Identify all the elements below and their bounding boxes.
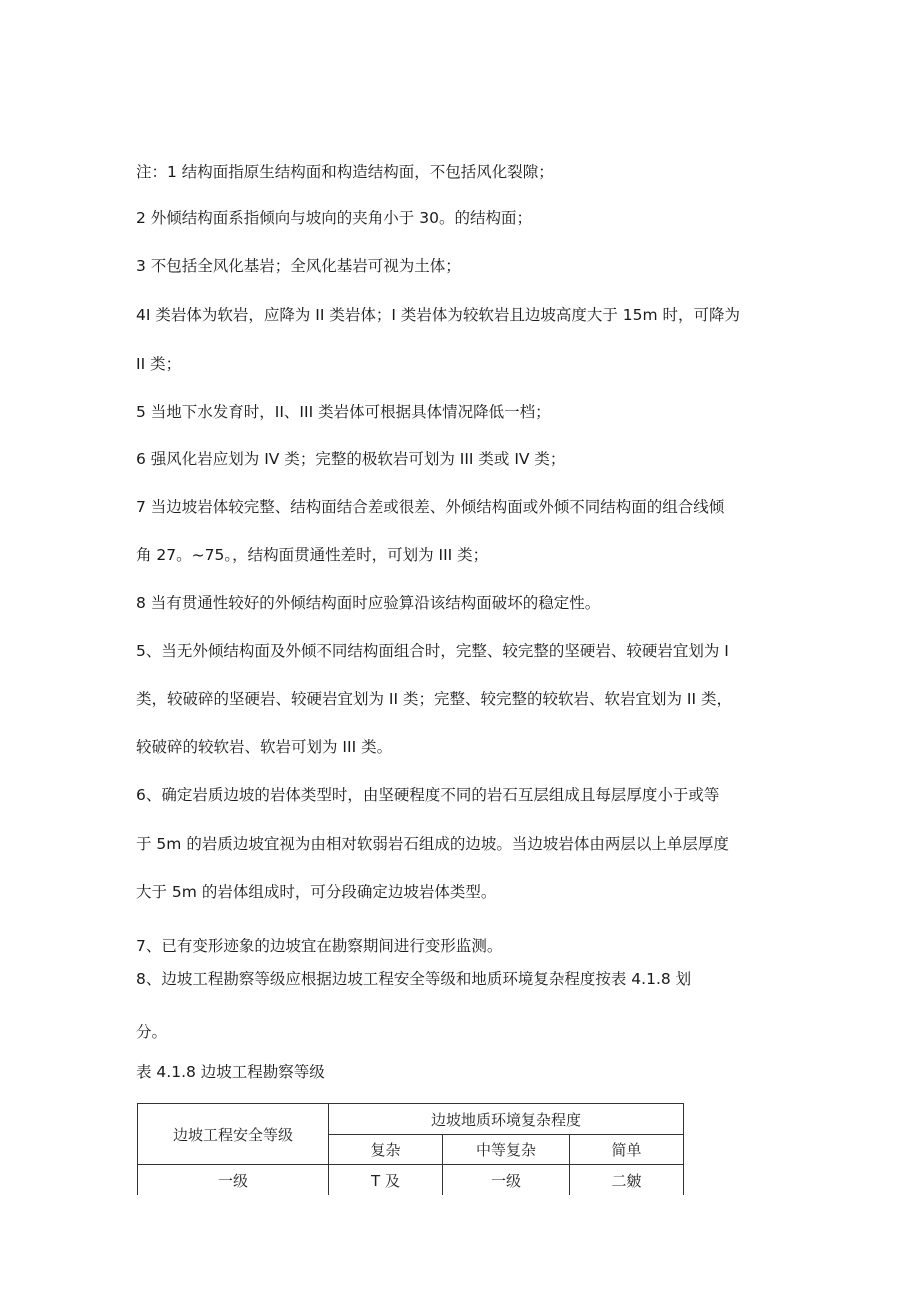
clause-8-line-1: 8、边坡工程勘察等级应根据边坡工程安全等级和地质环境复杂程度按表 4.1.8 划 bbox=[136, 969, 692, 988]
note-line-4-cont: II 类； bbox=[136, 354, 182, 373]
note-line-3: 3 不包括全风化基岩；全风化基岩可视为土体； bbox=[136, 256, 461, 275]
note-line-5: 5 当地下水发育时，II、III 类岩体可根据具体情况降低一档； bbox=[136, 402, 551, 421]
note-line-8: 8 当有贯通性较好的外倾结构面时应验算沿该结构面破坏的稳定性。 bbox=[136, 593, 601, 612]
table-caption: 表 4.1.8 边坡工程勘察等级 bbox=[136, 1063, 325, 1081]
clause-5-line-2: 类，较破碎的坚硬岩、较硬岩宜划为 II 类；完整、较完整的较软岩、软岩宜划为 II 类， bbox=[136, 689, 732, 708]
note-line-2: 2 外倾结构面系指倾向与坡向的夹角小于 30。的结构面； bbox=[136, 208, 532, 227]
clause-6-line-1: 6、确定岩质边坡的岩体类型时，由坚硬程度不同的岩石互层组成且每层厚度小于或等 bbox=[136, 785, 720, 804]
note-line-1: 注：1 结构面指原生结构面和构造结构面，不包括风化裂隙； bbox=[136, 162, 554, 181]
header-geo-complexity: 边坡地质环境复杂程度 bbox=[329, 1104, 684, 1135]
survey-grade-table bbox=[137, 1103, 684, 1195]
table-cell: 二皴 bbox=[570, 1165, 684, 1196]
clause-6-line-3: 大于 5m 的岩体组成时，可分段确定边坡岩体类型。 bbox=[136, 882, 497, 901]
clause-8-line-2: 分。 bbox=[136, 1022, 168, 1041]
header-complex: 复杂 bbox=[329, 1135, 443, 1165]
clause-6-line-2: 于 5m 的岩质边坡宜视为由相对软弱岩石组成的边坡。当边坡岩体由两层以上单层厚度 bbox=[136, 834, 729, 853]
clause-7-line: 7、已有变形迹象的边坡宜在勘察期间进行变形监测。 bbox=[136, 936, 503, 955]
clause-5-line-1: 5、当无外倾结构面及外倾不同结构面组合时，完整、较完整的坚硬岩、较硬岩宜划为 I bbox=[136, 641, 729, 660]
header-simple: 简单 bbox=[570, 1135, 684, 1165]
clause-5-line-3: 较破碎的较软岩、软岩可划为 III 类。 bbox=[136, 737, 393, 756]
table-cell: T 及 bbox=[329, 1165, 443, 1196]
note-line-4: 4I 类岩体为软岩，应降为 II 类岩体；I 类岩体为较软岩且边坡高度大于 15m 时，可降为 bbox=[136, 305, 741, 324]
note-line-7: 7 当边坡岩体较完整、结构面结合差或很差、外倾结构面或外倾不同结构面的组合线倾 bbox=[136, 497, 725, 516]
table-row bbox=[138, 1165, 684, 1196]
table-cell: 一级 bbox=[443, 1165, 570, 1196]
header-safety-grade: 边坡工程安全等级 bbox=[138, 1104, 329, 1165]
note-line-7-cont: 角 27。~75。，结构面贯通性差时，可划为 III 类； bbox=[136, 545, 489, 564]
note-line-6: 6 强风化岩应划为 IV 类；完整的极软岩可划为 III 类或 IV 类； bbox=[136, 449, 566, 468]
header-medium-complex: 中等复杂 bbox=[443, 1135, 570, 1165]
row-label: 一级 bbox=[138, 1165, 329, 1196]
